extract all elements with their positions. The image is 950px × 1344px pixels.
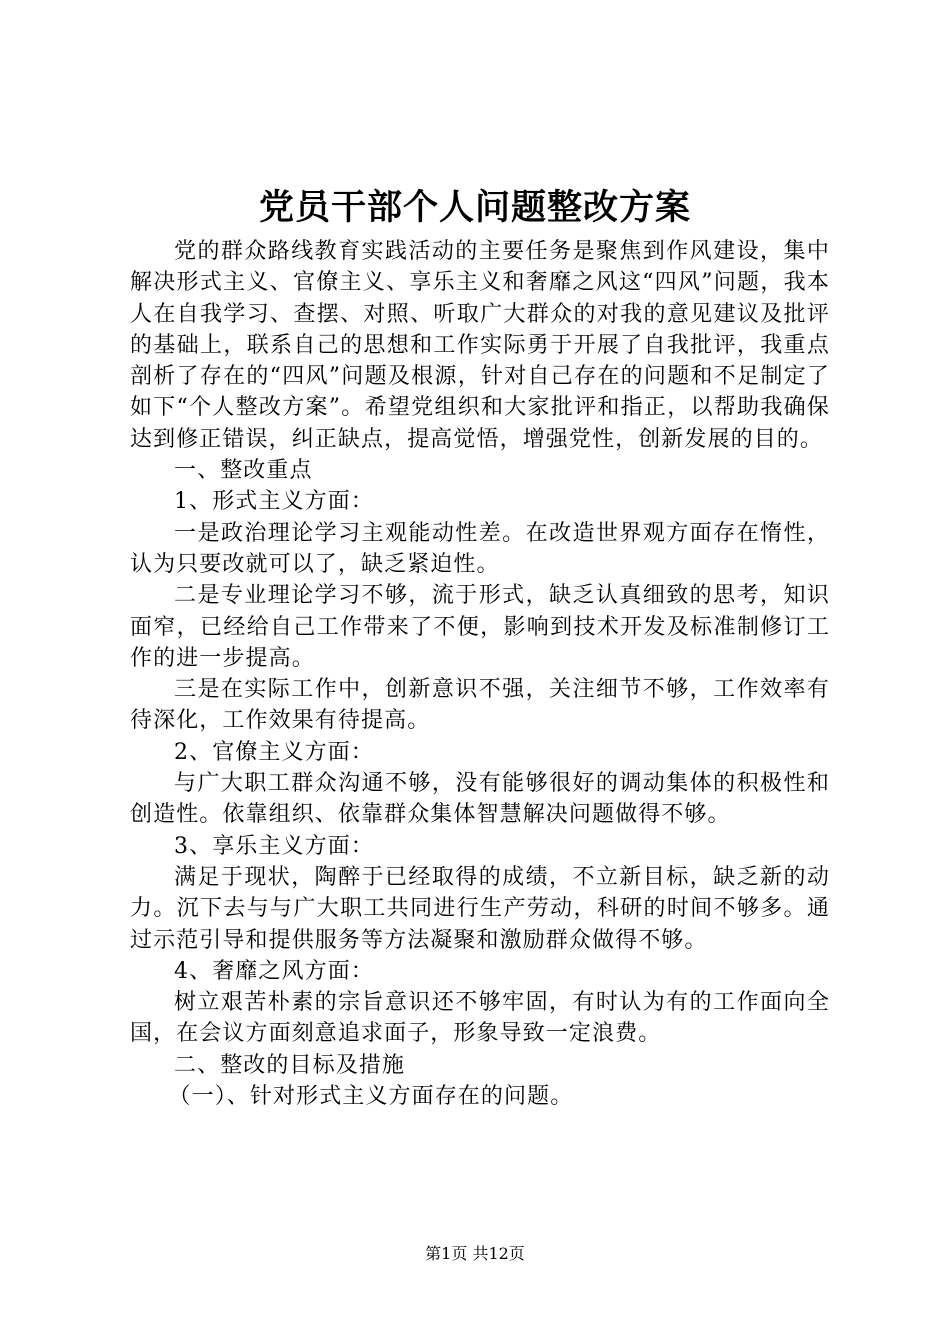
intro-paragraph: 党的群众路线教育实践活动的主要任务是聚焦到作风建设，集中解决形式主义、官僚主义、享乐主义和奢靡之风这“四风”问题，我本人在自我学习、查摆、对照、听取广大群众的对我的意见建议及批评的基础上，联系自己的思想和工作实际勇于开展了自我批评，我重点剖析了存在的“四风”问题及根源，针对自己存在的问题和不足制定了如下“个人整改方案”。希望党组织和大家批评和指正，以帮助我确保达到修正错误，纠正缺点，提高觉悟，增强党性，创新发展的目的。 bbox=[130, 239, 830, 452]
paragraph-hedonism: 满足于现状，陶醉于已经取得的成绩，不立新目标，缺乏新的动力。沉下去与与广大职工共同进行生产劳动，科研的时间不够多。通过示范引导和提供服务等方法凝聚和激励群众做得不够。 bbox=[130, 864, 830, 953]
subheading-formalism: 1、形式主义方面： bbox=[174, 489, 374, 515]
paragraph-formalism-1: 一是政治理论学习主观能动性差。在改造世界观方面存在惰性，认为只要改就可以了，缺乏紧迫性。 bbox=[130, 520, 830, 577]
paragraph-bureaucratism: 与广大职工群众沟通不够，没有能够很好的调动集体的积极性和创造性。依靠组织、依靠群众集体智慧解决问题做得不够。 bbox=[130, 771, 830, 828]
subheading-hedonism: 3、享乐主义方面： bbox=[174, 833, 374, 859]
paragraph-extravagance: 树立艰苦朴素的宗旨意识还不够牢固，有时认为有的工作面向全国，在会议方面刻意追求面子，形象导致一定浪费。 bbox=[130, 990, 830, 1047]
section-heading-focus: 一、整改重点 bbox=[174, 458, 313, 484]
paragraph-formalism-2: 二是专业理论学习不够，流于形式，缺乏认真细致的思考，知识面窄，已经给自己工作带来了不便，影响到技术开发及标准制修订工作的进一步提高。 bbox=[130, 583, 830, 671]
section-heading-goals: 二、整改的目标及措施 bbox=[174, 1052, 406, 1078]
document-body bbox=[130, 236, 830, 1112]
page-number: 第1页 共12页 bbox=[425, 1244, 525, 1263]
subheading-extravagance: 4、奢靡之风方面： bbox=[174, 958, 374, 984]
subheading-formalism-measures: （一）、针对形式主义方面存在的问题。 bbox=[168, 1084, 574, 1110]
paragraph-formalism-3: 三是在实际工作中，创新意识不强，关注细节不够，工作效率有待深化，工作效果有待提高。 bbox=[130, 677, 830, 734]
subheading-bureaucratism: 2、官僚主义方面： bbox=[174, 739, 374, 765]
document-title: 党员干部个人问题整改方案 bbox=[258, 187, 691, 228]
